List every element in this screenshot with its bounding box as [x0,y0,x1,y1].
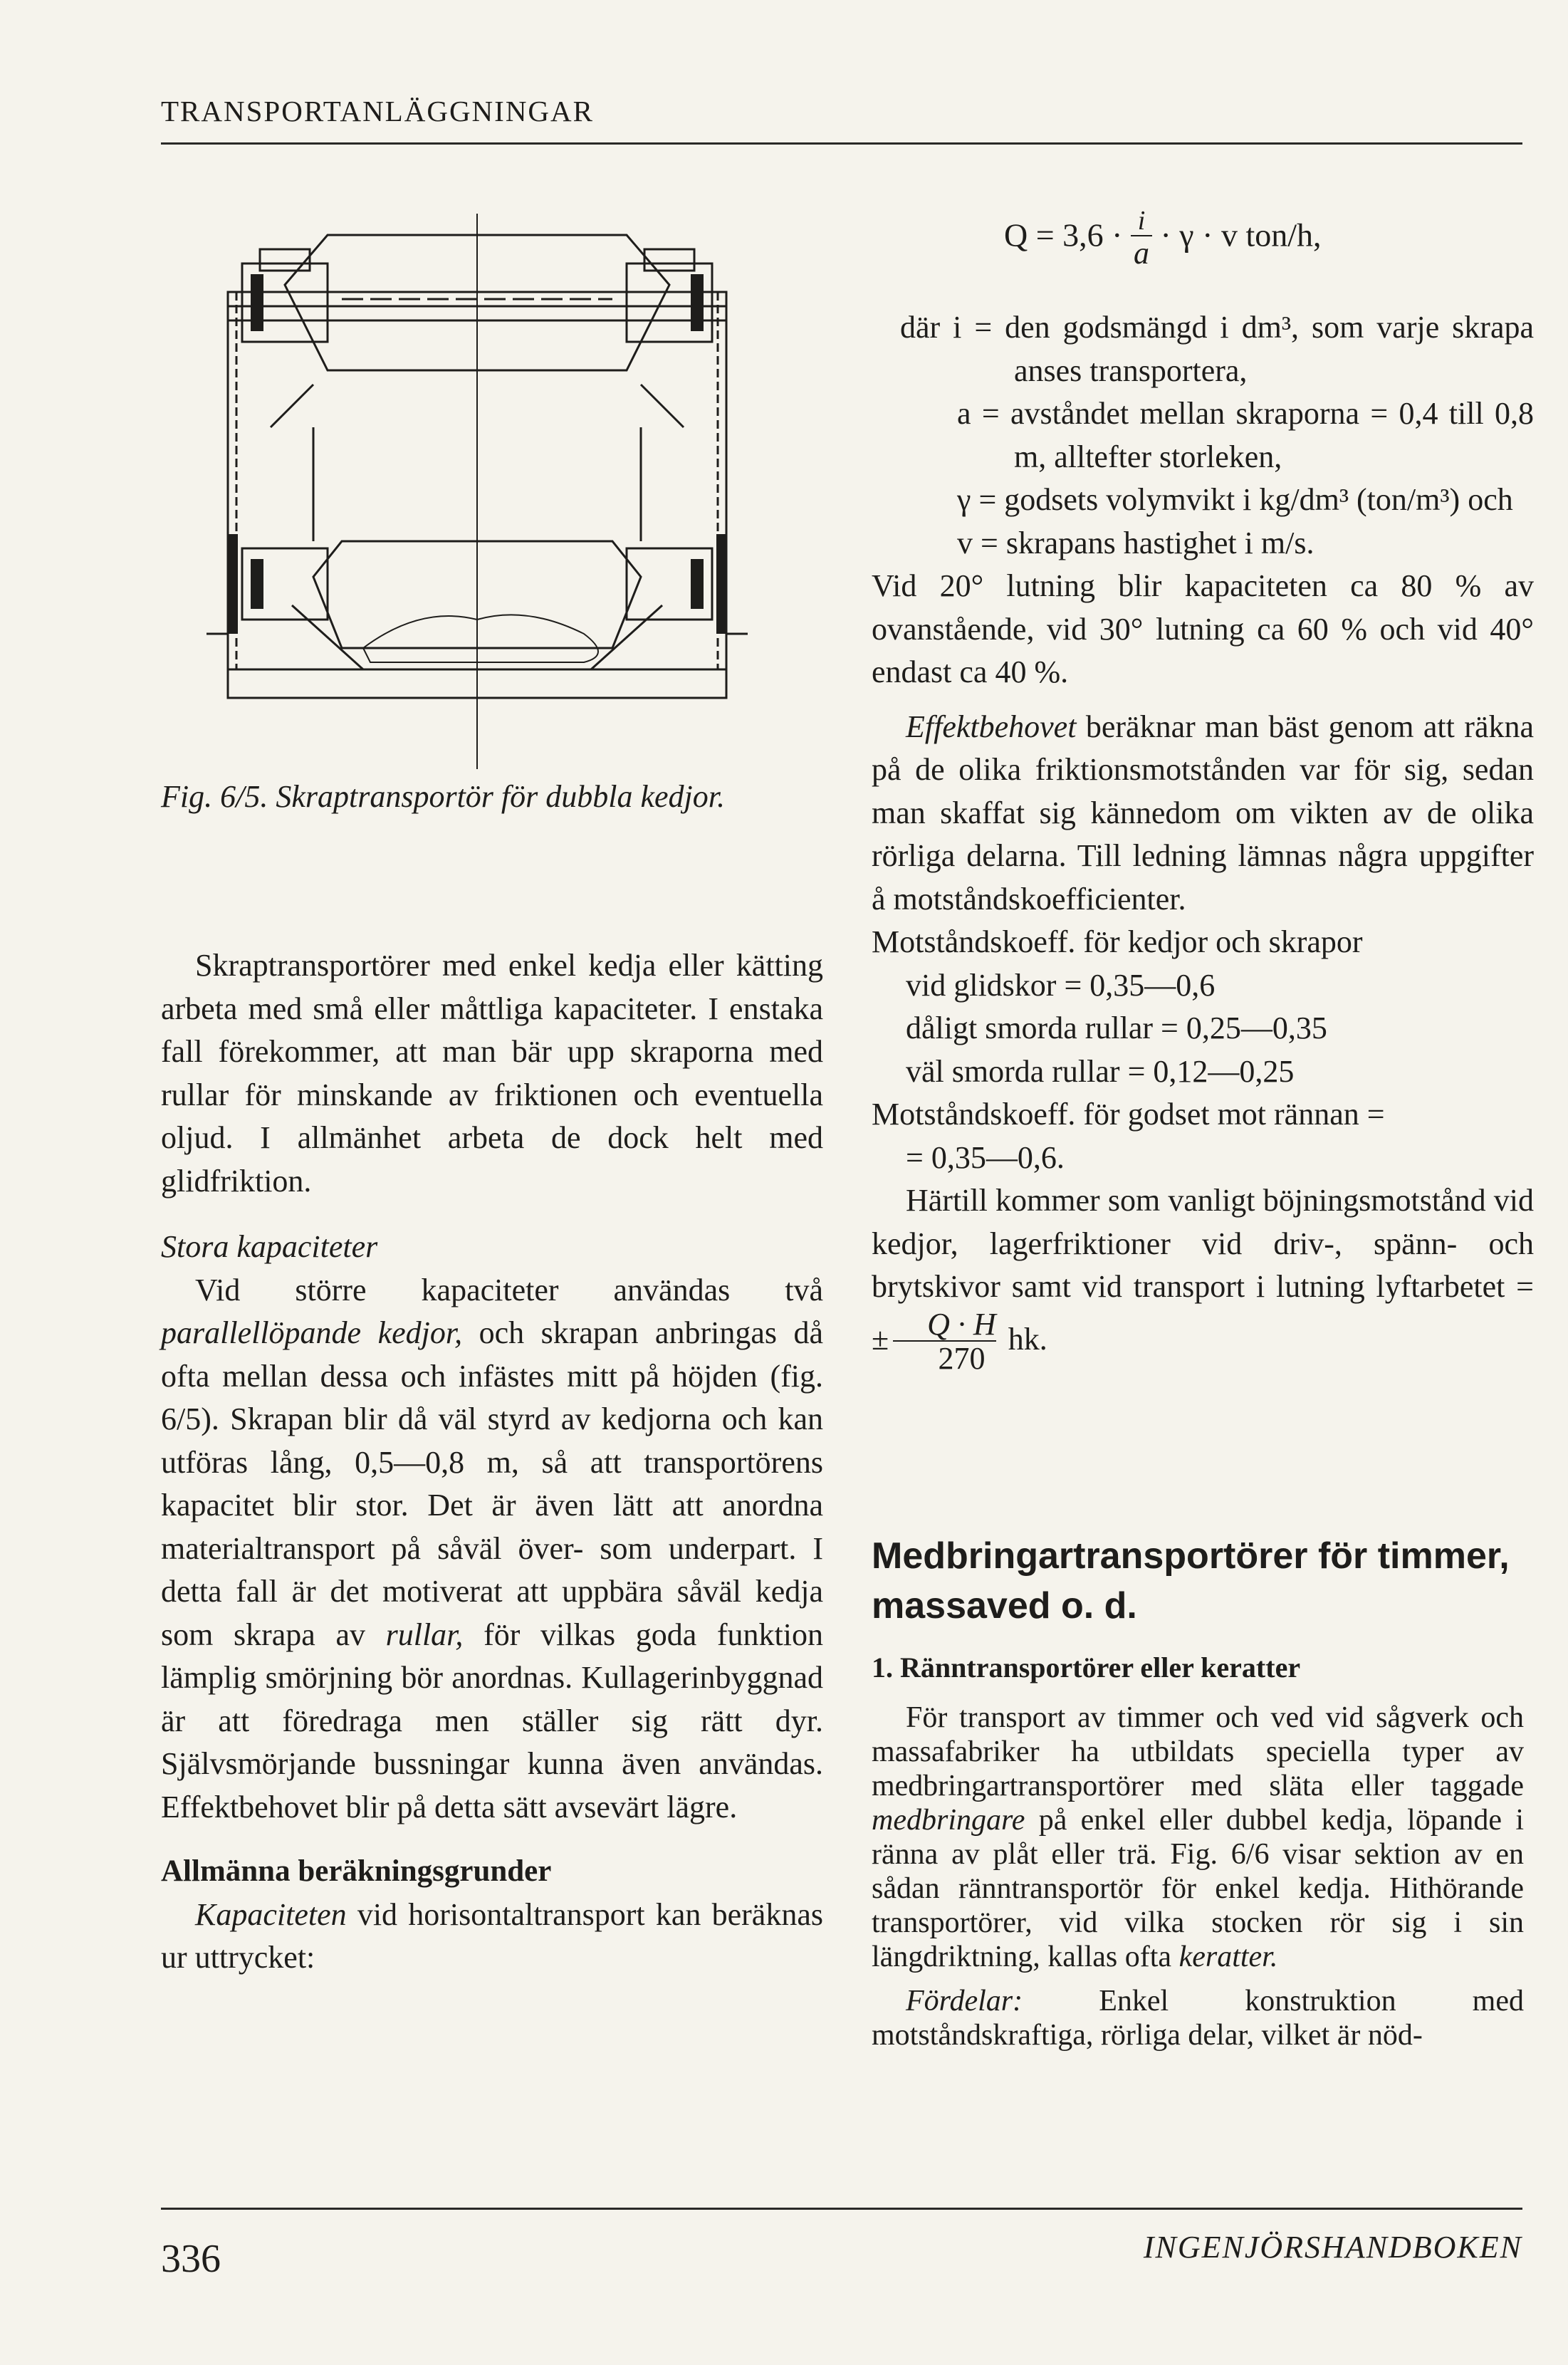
resistance-coeff-poor-rollers: dåligt smorda rullar = 0,25—0,35 [906,1011,1327,1045]
paragraph-single-chain: Skraptransportörer med enkel kedja eller kätting arbeta med små eller måttliga kapaciteter. I enstaka fall förekommer, att man bär upp skraporna med rullar för minskande av friktionen och eventuella oljud. I allmänhet arbeta de dock helt med glidfriktion. [161,948,823,1199]
right-column [872,306,1534,1376]
figure-6-5-drawing [185,207,769,776]
section-heading-log-conveyors: Medbringartransportörer för timmer, massaved o. d. [872,1535,1510,1627]
figure-caption-text: Skraptransportör för dubbla kedjor. [276,779,726,814]
footer-rule [161,2208,1522,2210]
paragraph-incline-capacity: Vid 20° lutning blir kapaciteten ca 80 % av ovanstående, vid 30° lutning ca 60 % och vid 40° endast ca 40 %. [872,568,1534,689]
paragraph-power-demand: Effektbehovet beräknar man bäst genom att räkna på de olika friktionsmotstånden var för sig, sedan man skaffat sig kännedom om vikten av de olika rörliga delarna. Till ledning lämnas några uppgifter å motståndskoefficienter. [872,709,1534,917]
drawing-lines [207,214,748,769]
figure-caption [161,776,773,818]
definition-i: där i = den godsmängd i dm³, som varje skrapa anses transportera, [900,310,1535,388]
resistance-coeff-goods-value: = 0,35—0,6. [906,1139,1065,1175]
paragraph-parallel-chains: Vid större kapaciteter användas två parallellöpande kedjor, och skrapan anbringas då ofta mellan dessa och infästes mitt på höjden (fig. 6/5). Skrapan blir då väl styrd av kedjorna och kan utföras lång, 0,5—0,8 m, så att transportörens kapacitet blir stor. Det är även lätt att anordna materialtransport på såväl över- som underpart. I detta fall är det motiverat att uppbära såväl kedja som skrapa av rullar, för vilkas goda funktion lämplig smörjning bör anordnas. Kullagerinbyggnad är att föredraga men ställer sig rätt dyr. Självsmörjande bussningar kunna även användas. Effektbehovet blir på detta sätt avsevärt lägre. [161,1272,824,1824]
capacity-formula: Q = 3,6 · $\frac{i}{a}$ · γ · v ton/h, [1004,206,1322,271]
definition-v: v = skrapans hastighet i m/s. [957,525,1314,560]
definition-gamma: γ = godsets volymvikt i kg/dm³ (ton/m³) och [957,482,1513,517]
paragraph-log-transport: För transport av timmer och ved vid sågverk och massafabriker ha utbildats speciella typer av medbringartransportörer med släta eller taggade medbringare på enkel eller dubbel kedja, löpande i ränna av plåt eller trä. Fig. 6/6 visar sektion av en sådan ränntransportör för enkel kedja. Hithörande transportörer, vid vilka stocken rör sig i sin längdriktning, kallas ofta keratter. [872,1701,1524,1973]
figure-number: Fig. 6/5. [161,779,268,814]
running-header: TRANSPORTANLÄGGNINGAR [161,95,594,127]
formula-definitions [872,306,1534,565]
right-column-lower [872,1701,1524,2052]
formula-fraction: $\frac{i}{a}$ [1131,207,1152,271]
scraper-conveyor-drawing [185,207,769,776]
resistance-coeff-good-rollers: väl smorda rullar = 0,12—0,25 [906,1053,1295,1089]
paragraph-advantages: Fördelar: Enkel konstruktion med motståndskraftiga, rörliga delar, vilket är nöd- [872,1985,1524,2052]
paragraph-capacity-intro: Kapaciteten vid horisontaltransport kan beräknas ur uttrycket: [161,1896,823,1975]
definition-a: a = avståndet mellan skraporna = 0,4 till 0,8 m, alltefter storleken, [957,396,1535,474]
left-column [161,944,823,1980]
subheading-calculation-basis: Allmänna beräkningsgrunder [161,1854,552,1888]
page-number: 336 [161,2237,221,2281]
resistance-coeff-slide-shoes: vid glidskor = 0,35—0,6 [906,967,1216,1003]
subsection-trough-conveyors: 1. Ränntransportörer eller keratter [872,1651,1301,1683]
subheading-large-capacities: Stora kapaciteter [161,1229,378,1264]
book-title: INGENJÖRSHANDBOKEN [1143,2230,1522,2265]
paragraph-additional-losses: Härtill kommer som vanligt böjningsmotstånd vid kedjor, lagerfriktioner vid driv-, spänn- och brytskivor samt vid transport i lutning lyftarbetet = ± $\frac{Q \cdot H}{270}$ hk. [872,1183,1534,1376]
resistance-coeff-chains: Motståndskoeff. för kedjor och skrapor [872,924,1363,959]
resistance-coeff-goods: Motståndskoeff. för godset mot rännan = [872,1097,1385,1132]
header-rule [161,142,1522,145]
lift-work-fraction: $\frac{Q \cdot H}{270}$ [893,1309,996,1376]
